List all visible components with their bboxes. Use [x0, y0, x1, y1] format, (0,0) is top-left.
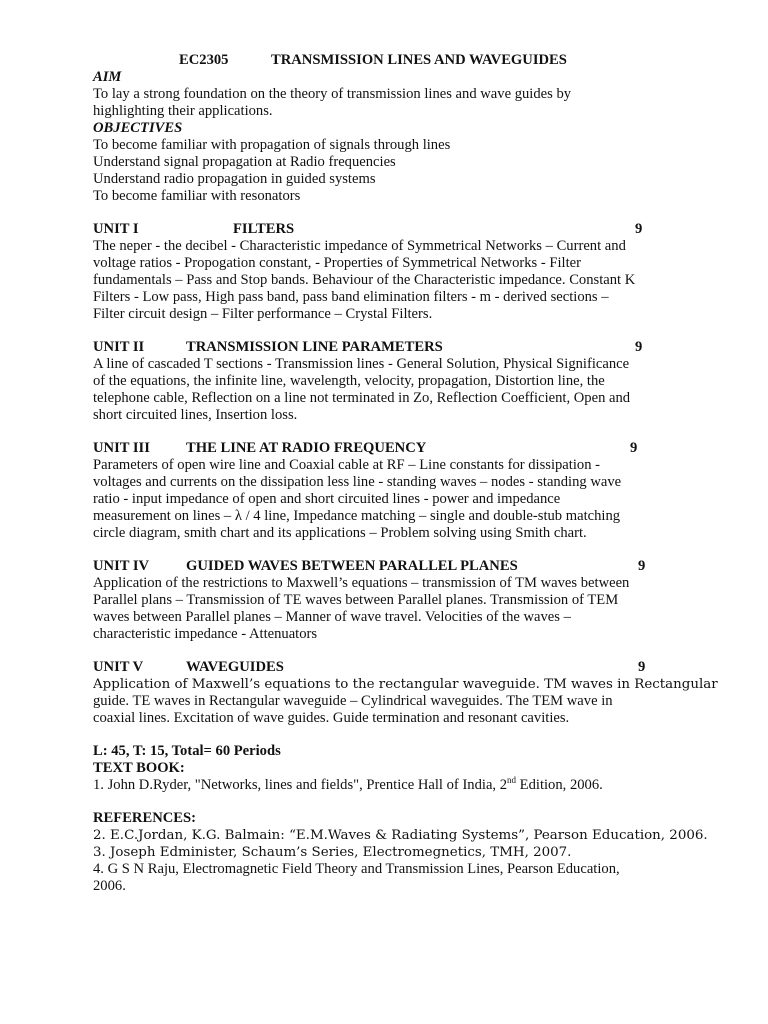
unit-body-line: ratio - input impedance of open and short circuited lines - power and impedance [93, 491, 561, 507]
unit-heading [93, 558, 683, 575]
textbook-heading: TEXT BOOK: [93, 760, 185, 776]
unit-hours: 9 [638, 558, 646, 574]
unit-body-line: coaxial lines. Excitation of wave guides. Guide termination and resonant cavities. [93, 710, 570, 726]
unit-title: FILTERS [233, 221, 295, 237]
unit-hours: 9 [630, 440, 638, 456]
references-heading: REFERENCES: [93, 810, 196, 826]
unit-body-line: Application of the restrictions to Maxwell’s equations – transmission of TM waves between [93, 575, 630, 591]
unit-body-line: A line of cascaded T sections - Transmission lines - General Solution, Physical Significance [93, 356, 630, 372]
unit-body-line: fundamentals – Pass and Stop bands. Behaviour of the Characteristic impedance. Constant K [93, 272, 636, 288]
aim-line: highlighting their applications. [93, 103, 273, 119]
unit-heading [93, 659, 683, 676]
unit-body-line: telephone cable, Reflection on a line not terminated in Zo, Reflection Coefficient, Open and [93, 390, 631, 406]
aim-heading: AIM [93, 69, 122, 85]
unit-hours: 9 [635, 221, 643, 237]
objective-item: Understand radio propagation in guided systems [93, 171, 376, 187]
unit-title: TRANSMISSION LINE PARAMETERS [186, 339, 443, 355]
unit-body-line: measurement on lines – λ / 4 line, Impedance matching – single and double-stub matching [93, 508, 621, 524]
unit-name: UNIT III [93, 440, 150, 456]
unit-heading [93, 440, 683, 457]
unit-body-line: The neper - the decibel - Characteristic impedance of Symmetrical Networks – Current and [93, 238, 626, 254]
textbook-entry: 1. John D.Ryder, "Networks, lines and fields", Prentice Hall of India, 2nd Edition, 2006. [93, 775, 603, 793]
unit-body-line: voltages and currents on the dissipation less line - standing waves – nodes - standing wave [93, 474, 622, 490]
periods-summary: L: 45, T: 15, Total= 60 Periods [93, 743, 281, 759]
unit-heading [93, 339, 683, 356]
unit-body-line: Filters - Low pass, High pass band, pass band elimination filters - m - derived sections – [93, 289, 609, 305]
course-code: EC2305 [179, 52, 229, 68]
reference-item: 4. G S N Raju, Electromagnetic Field Theory and Transmission Lines, Pearson Education, [93, 861, 620, 877]
reference-item: 2006. [93, 878, 126, 894]
unit-body-line: characteristic impedance - Attenuators [93, 626, 318, 642]
syllabus-content [93, 52, 718, 895]
unit-name: UNIT V [93, 659, 144, 675]
unit-title: GUIDED WAVES BETWEEN PARALLEL PLANES [186, 558, 518, 574]
unit-body-line: Filter circuit design – Filter performance – Crystal Filters. [93, 306, 433, 322]
unit-body-line: Parallel plans – Transmission of TE waves between Parallel planes. Transmission of TEM [93, 592, 619, 608]
unit-body-line: guide. TE waves in Rectangular waveguide – Cylindrical waveguides. The TEM wave in [93, 693, 613, 709]
objective-item: Understand signal propagation at Radio frequencies [93, 154, 396, 170]
unit-body-line: Parameters of open wire line and Coaxial cable at RF – Line constants for dissipation - [93, 457, 600, 473]
reference-item: 2. E.C.Jordan, K.G. Balmain: “E.M.Waves & Radiating Systems”, Pearson Education, 2006. [93, 828, 708, 843]
reference-item: 3. Joseph Edminister, Schaum’s Series, Electromegnetics, TMH, 2007. [93, 845, 572, 860]
unit-heading [93, 221, 683, 238]
objectives-heading: OBJECTIVES [93, 120, 183, 136]
unit-hours: 9 [638, 659, 646, 675]
unit-body-line: waves between Parallel planes – Manner of wave travel. Velocities of the waves – [93, 609, 571, 625]
unit-body-line: Application of Maxwell’s equations to the rectangular waveguide. TM waves in Rectangular [93, 677, 718, 692]
unit-name: UNIT I [93, 221, 139, 237]
unit-body-line: short circuited lines, Insertion loss. [93, 407, 298, 423]
objective-item: To become familiar with resonators [93, 188, 301, 204]
unit-body-line: voltage ratios - Propogation constant, - Properties of Symmetrical Networks - Filter [93, 255, 581, 271]
unit-hours: 9 [635, 339, 643, 355]
course-header [93, 52, 683, 69]
objective-item: To become familiar with propagation of signals through lines [93, 137, 451, 153]
unit-name: UNIT IV [93, 558, 150, 574]
aim-line: To lay a strong foundation on the theory of transmission lines and wave guides by [93, 86, 572, 102]
unit-title: WAVEGUIDES [186, 659, 284, 675]
unit-title: THE LINE AT RADIO FREQUENCY [186, 440, 427, 456]
unit-body-line: of the equations, the infinite line, wavelength, velocity, propagation, Distortion line, the [93, 373, 605, 389]
unit-name: UNIT II [93, 339, 145, 355]
unit-body-line: circle diagram, smith chart and its applications – Problem solving using Smith chart. [93, 525, 587, 541]
course-title: TRANSMISSION LINES AND WAVEGUIDES [271, 52, 567, 68]
